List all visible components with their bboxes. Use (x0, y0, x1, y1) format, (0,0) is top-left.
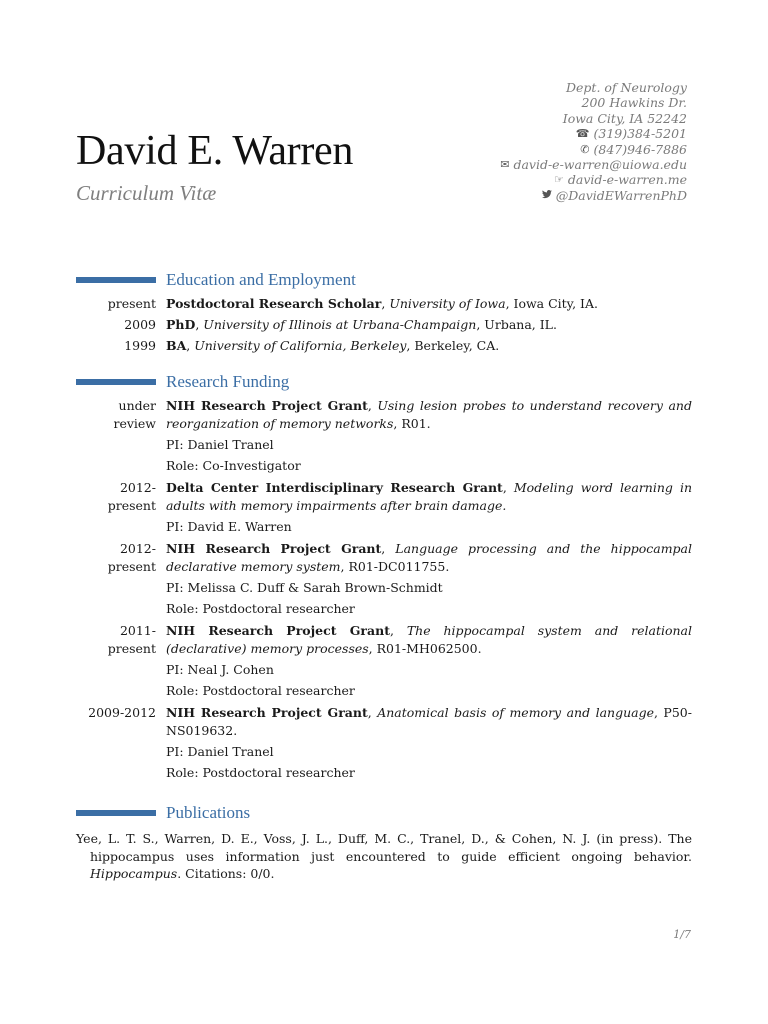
entry-location: , Urbana, IL. (476, 317, 557, 332)
grant-name: NIH Research Project Grant (166, 623, 390, 638)
grant-name: NIH Research Project Grant (166, 705, 368, 720)
grant-role: Role: Postdoctoral researcher (166, 683, 355, 698)
document-subtitle: Curriculum Vitæ (76, 181, 217, 205)
entry-role: PhD (166, 317, 196, 332)
contact-street: 200 Hawkins Dr. (581, 95, 687, 111)
grant-pi: PI: Neal J. Cohen (166, 662, 274, 677)
grant-code: , R01-MH062500. (368, 641, 482, 656)
entry-location: , Berkeley, CA. (406, 338, 500, 353)
grant-pi: PI: Daniel Tranel (166, 744, 274, 759)
twitter-bird-icon (542, 188, 552, 203)
grant-project: Modeling word learning in adults with memory impairments after brain damage. (166, 480, 692, 513)
entry-body (166, 397, 692, 475)
contact-twitter[interactable]: @DavidEWarrenPhD (427, 188, 687, 203)
funding-entry (76, 622, 692, 700)
grant-line: NIH Research Project Grant, Language processing and the hippocampal declarative memory system, R01-DC011755. (166, 541, 692, 574)
entry-body (166, 540, 692, 618)
funding-list (76, 397, 692, 782)
education-entry (76, 337, 692, 355)
section-heading (76, 371, 692, 393)
grant-code: , P50-NS019632. (166, 705, 692, 738)
entry-date: present (107, 296, 156, 311)
funding-entry (76, 397, 692, 475)
publication-entry (76, 830, 692, 883)
education-entry (76, 295, 692, 313)
grant-name: Delta Center Interdisciplinary Research Grant (166, 480, 503, 495)
section-publications (76, 802, 692, 883)
entry-date: 2012-present (107, 541, 156, 574)
entry-body: Postdoctoral Research Scholar, University of Iowa, Iowa City, IA. (166, 296, 598, 311)
section-heading (76, 802, 692, 824)
grant-code: , R01-DC011755. (340, 559, 450, 574)
contact-mobile: ✆ (847)946-7886 (580, 141, 687, 157)
entry-date: 2011-present (107, 623, 156, 656)
section-title: Publications (166, 803, 251, 822)
grant-role: Role: Co-Investigator (166, 458, 301, 473)
entry-body: BA, University of California, Berkeley, Berkeley, CA. (166, 338, 500, 353)
section-bar (76, 379, 156, 385)
grant-pi: PI: Melissa C. Duff & Sarah Brown-Schmidt (166, 580, 443, 595)
mobile-icon: ✆ (580, 142, 590, 156)
pub-journal: Hippocampus (90, 866, 178, 881)
grant-line: NIH Research Project Grant, Anatomical basis of memory and language, P50-NS019632. (166, 705, 692, 738)
contact-block (427, 80, 687, 203)
grant-project: Language processing and the hippocampal declarative memory system (166, 541, 692, 574)
section-education (76, 269, 692, 358)
entry-body (166, 704, 692, 782)
section-title: Research Funding (166, 372, 290, 391)
entry-role: BA (166, 338, 187, 353)
grant-line: Delta Center Interdisciplinary Research Grant, Modeling word learning in adults with memory impairments after brain damage. (166, 480, 692, 513)
entry-date: 2009-2012 (88, 705, 156, 720)
section-funding (76, 371, 692, 786)
entry-institution: University of Illinois at Urbana-Champaign (203, 317, 477, 332)
person-name: David E. Warren (76, 128, 354, 174)
entry-date: 2012-present (107, 480, 156, 513)
cursor-hand-icon: ☞ (553, 173, 564, 187)
entry-institution: University of California, Berkeley (194, 338, 407, 353)
funding-entry (76, 479, 692, 536)
entry-body (166, 479, 692, 536)
grant-project: Anatomical basis of memory and language (377, 705, 654, 720)
entry-role: Postdoctoral Research Scholar (166, 296, 382, 311)
entry-institution: University of Iowa (389, 296, 506, 311)
contact-website[interactable]: ☞ david-e-warren.me (553, 172, 687, 188)
entry-body (166, 622, 692, 700)
education-list (76, 295, 692, 355)
grant-name: NIH Research Project Grant (166, 541, 382, 556)
envelope-icon: ✉ (500, 158, 510, 172)
entry-location: , Iowa City, IA. (505, 296, 598, 311)
grant-role: Role: Postdoctoral researcher (166, 601, 355, 616)
grant-code: , R01. (393, 416, 431, 431)
grant-name: NIH Research Project Grant (166, 398, 368, 413)
pub-authors: Yee, L. T. S., Warren, D. E., Voss, J. L., Duff, M. C., Tranel, D., & Cohen, N. J. (in press). The hippocampus uses information just encountered to guide efficient ongoing behavior. (76, 831, 692, 864)
grant-pi: PI: Daniel Tranel (166, 437, 274, 452)
contact-email[interactable]: ✉ david-e-warren@uiowa.edu (500, 157, 687, 173)
grant-pi: PI: David E. Warren (166, 519, 292, 534)
entry-date: 1999 (124, 338, 156, 353)
contact-dept: Dept. of Neurology (566, 80, 687, 95)
pub-citations: . Citations: 0/0. (177, 866, 275, 881)
section-bar (76, 277, 156, 283)
grant-project: Using lesion probes to understand recovery and reorganization of memory networks (166, 398, 692, 431)
entry-body: PhD, University of Illinois at Urbana-Champaign, Urbana, IL. (166, 317, 557, 332)
grant-project: The hippocampal system and relational (declarative) memory processes (166, 623, 692, 656)
grant-line: NIH Research Project Grant, Using lesion probes to understand recovery and reorganization of memory networks, R01. (166, 398, 692, 431)
funding-entry (76, 540, 692, 618)
contact-phone: ☎ (319)384-5201 (575, 126, 687, 142)
page-number: 1/7 (673, 928, 691, 941)
contact-city: Iowa City, IA 52242 (562, 110, 687, 126)
entry-date: 2009 (124, 317, 156, 332)
phone-icon: ☎ (575, 127, 590, 141)
grant-role: Role: Postdoctoral researcher (166, 765, 355, 780)
section-title: Education and Employment (166, 270, 356, 289)
funding-entry (76, 704, 692, 782)
publication-list (76, 830, 692, 883)
section-bar (76, 810, 156, 816)
education-entry (76, 316, 692, 334)
grant-line: NIH Research Project Grant, The hippocampal system and relational (declarative) memory processes, R01-MH062500. (166, 623, 692, 656)
entry-date: under review (113, 398, 156, 431)
section-heading (76, 269, 692, 291)
